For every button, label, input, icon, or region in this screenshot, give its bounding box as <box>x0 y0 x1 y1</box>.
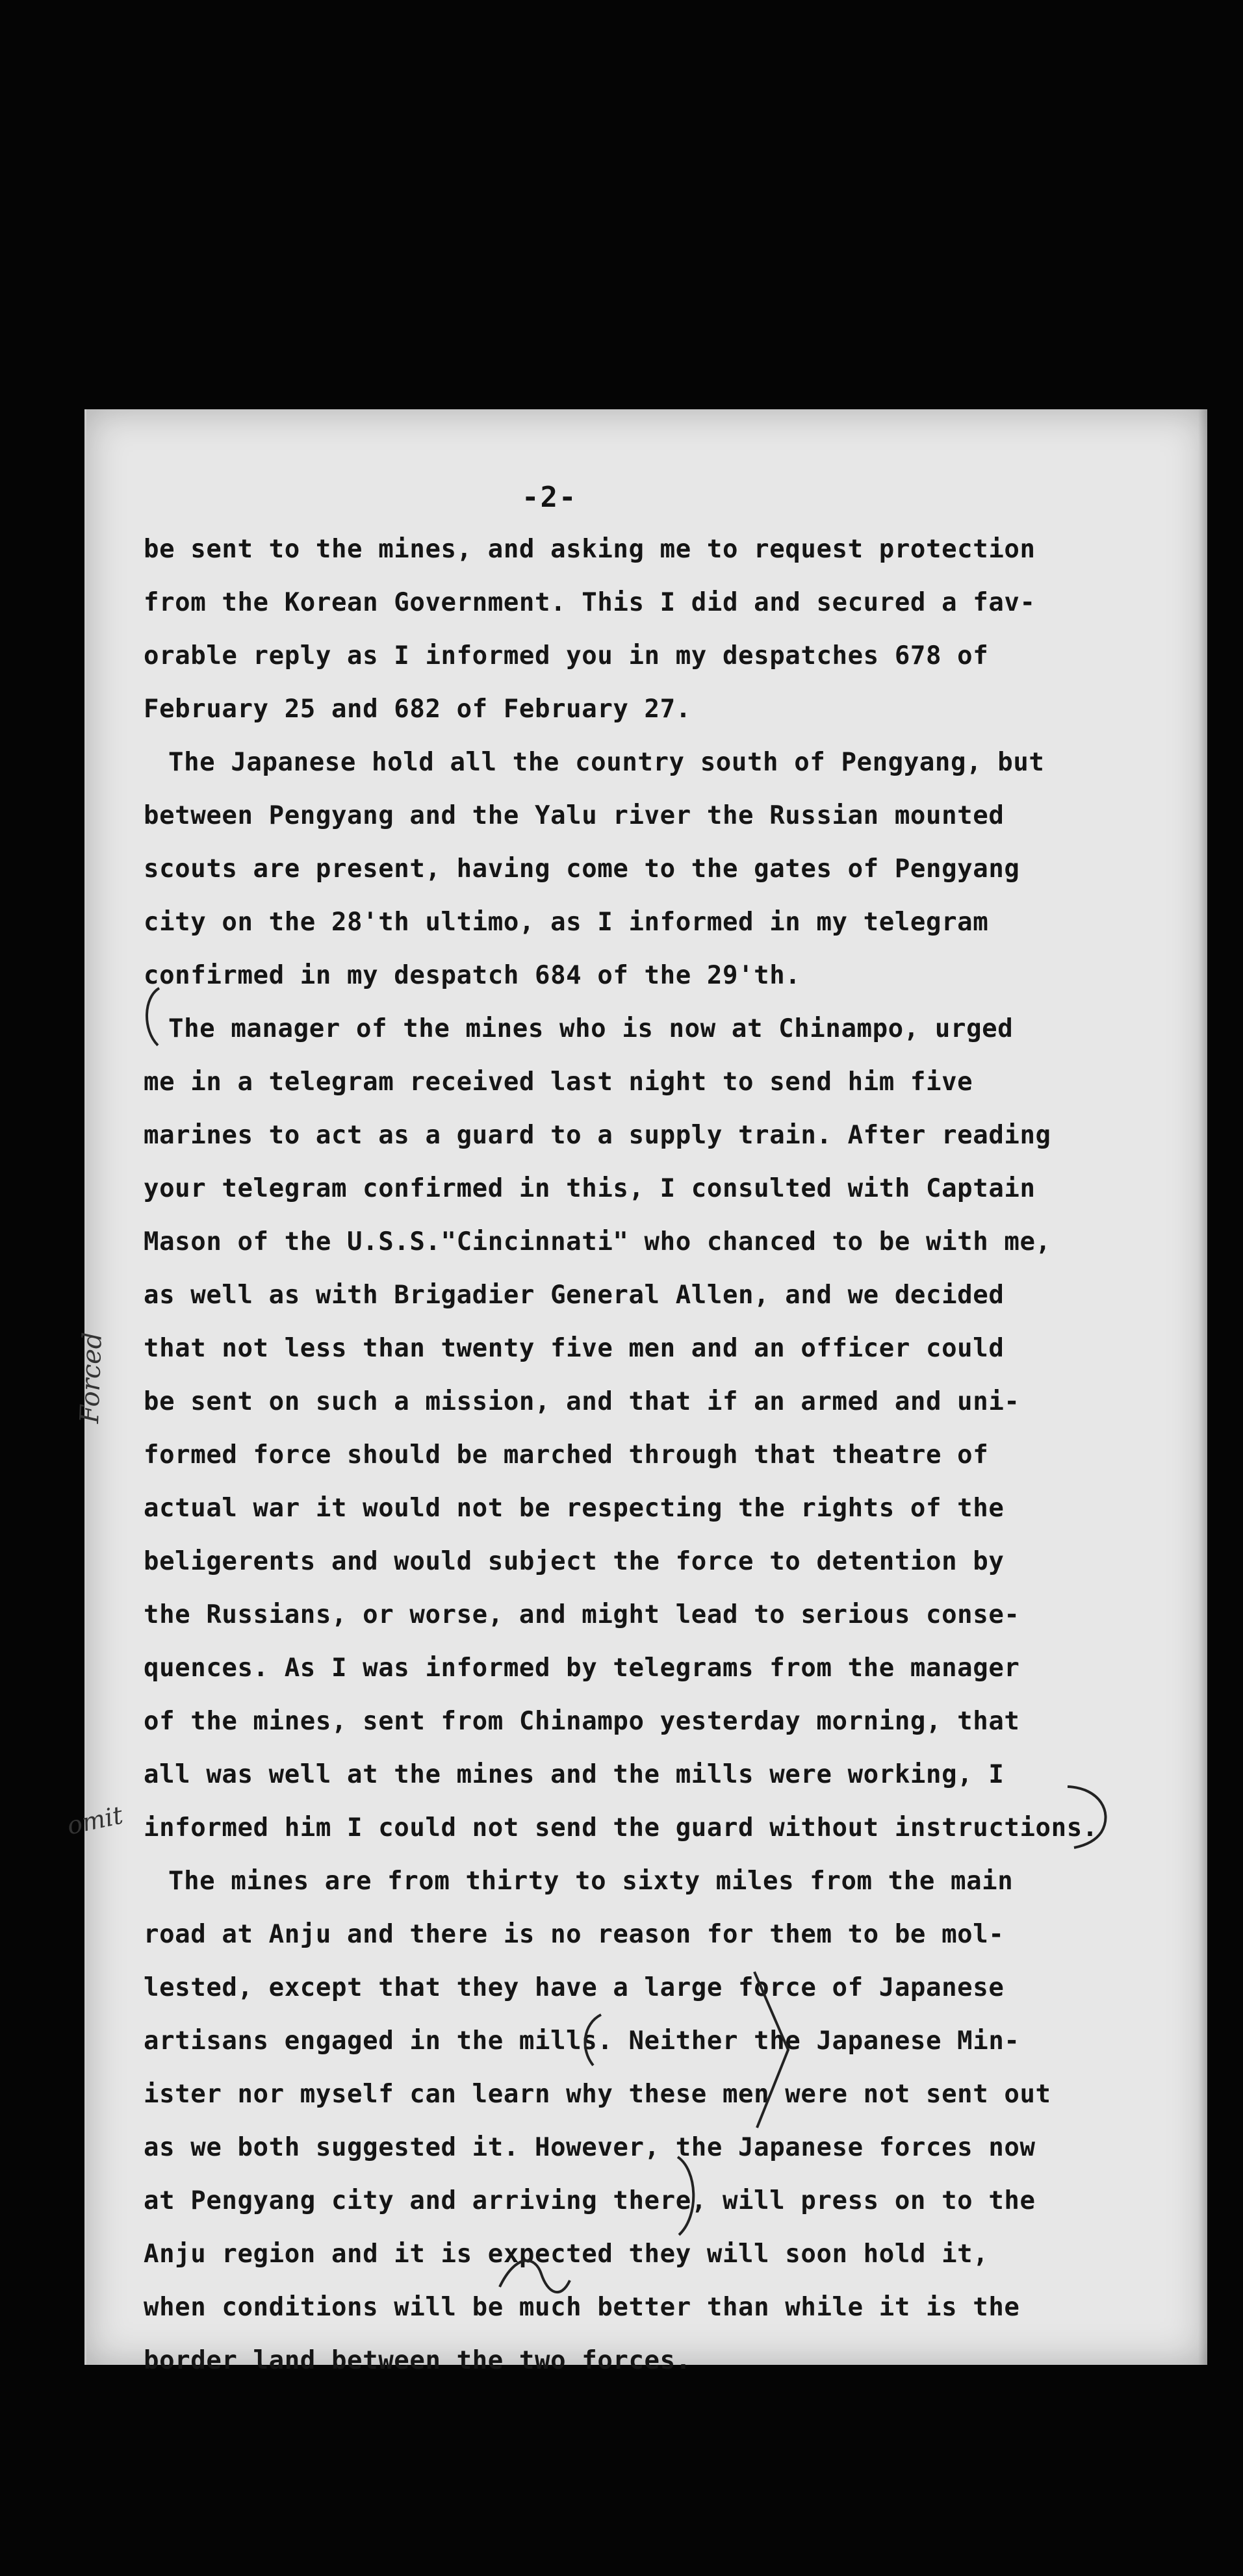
text-line: ister nor myself can learn why these men were not sent out <box>144 2080 1051 2109</box>
text-line: be sent to the mines, and asking me to request protection <box>144 535 1036 564</box>
text-line: of the mines, sent from Chinampo yesterday morning, that <box>144 1707 1020 1736</box>
page-number: -2- <box>522 481 578 514</box>
text-line: orable reply as I informed you in my despatches 678 of <box>144 641 989 670</box>
text-line: February 25 and 682 of February 27. <box>144 695 691 724</box>
text-line: marines to act as a guard to a supply train. After reading <box>144 1121 1051 1150</box>
text-line: lested, except that they have a large force of Japanese <box>144 1973 1005 2002</box>
text-line: scouts are present, having come to the gates of Pengyang <box>144 854 1020 884</box>
text-line: as we both suggested it. However, the Japanese forces now <box>144 2133 1036 2162</box>
bracket-open-mark <box>138 984 164 1049</box>
text-line: Mason of the U.S.S."Cincinnati" who chanced to be with me, <box>144 1227 1051 1256</box>
text-line: artisans engaged in the mills. Neither the Japanese Min- <box>144 2026 1020 2056</box>
text-line: quences. As I was informed by telegrams from the manager <box>144 1653 1020 1683</box>
caret-mark <box>749 1965 827 2134</box>
bracket-close-mark-end <box>671 2150 710 2241</box>
text-line: actual war it would not be respecting the rights of the <box>144 1494 1005 1523</box>
text-line: as well as with Brigadier General Allen, and we decided <box>144 1281 1005 1310</box>
text-line: The Japanese hold all the country south of Pengyang, but <box>168 748 1045 777</box>
text-line: that not less than twenty five men and an officer could <box>144 1334 1005 1363</box>
text-line: The mines are from thirty to sixty miles from the main <box>168 1867 1014 1896</box>
text-line: from the Korean Government. This I did and secured a fav- <box>144 588 1036 617</box>
letter-body <box>144 523 1164 2388</box>
text-line: be sent on such a mission, and that if an armed and uni- <box>144 1387 1020 1416</box>
text-line: Anju region and it is expected they will soon hold it, <box>144 2239 989 2269</box>
text-line: between Pengyang and the Yalu river the Russian mounted <box>144 801 1005 830</box>
margin-note-forced: Forced <box>75 1331 108 1424</box>
margin-note-omit: omit <box>64 1800 125 1841</box>
text-line: confirmed in my despatch 684 of the 29'th. <box>144 961 801 990</box>
text-line: The manager of the mines who is now at Chinampo, urged <box>168 1014 1014 1043</box>
text-line: city on the 28'th ultimo, as I informed in my telegram <box>144 908 989 937</box>
text-line: the Russians, or worse, and might lead to serious conse- <box>144 1600 1020 1629</box>
text-line: at Pengyang city and arriving there, will press on to the <box>144 2186 1036 2215</box>
bracket-mark-mills <box>574 2011 606 2069</box>
text-line: when conditions will be much better than while it is the <box>144 2293 1020 2322</box>
text-line: border land between the two forces. <box>144 2346 691 2375</box>
bracket-close-mark <box>1061 1780 1120 1852</box>
text-line: beligerents and would subject the force to detention by <box>144 1547 1005 1576</box>
text-line: formed force should be marched through that theatre of <box>144 1440 989 1470</box>
squiggle-mark <box>496 2248 574 2306</box>
text-line: your telegram confirmed in this, I consulted with Captain <box>144 1174 1036 1203</box>
document-page <box>64 409 1207 2375</box>
text-line: road at Anju and there is no reason for them to be mol- <box>144 1920 1005 1949</box>
text-line: informed him I could not send the guard without instructions. <box>144 1813 1098 1843</box>
text-line: all was well at the mines and the mills were working, I <box>144 1760 1005 1789</box>
text-line: me in a telegram received last night to send him five <box>144 1067 973 1097</box>
